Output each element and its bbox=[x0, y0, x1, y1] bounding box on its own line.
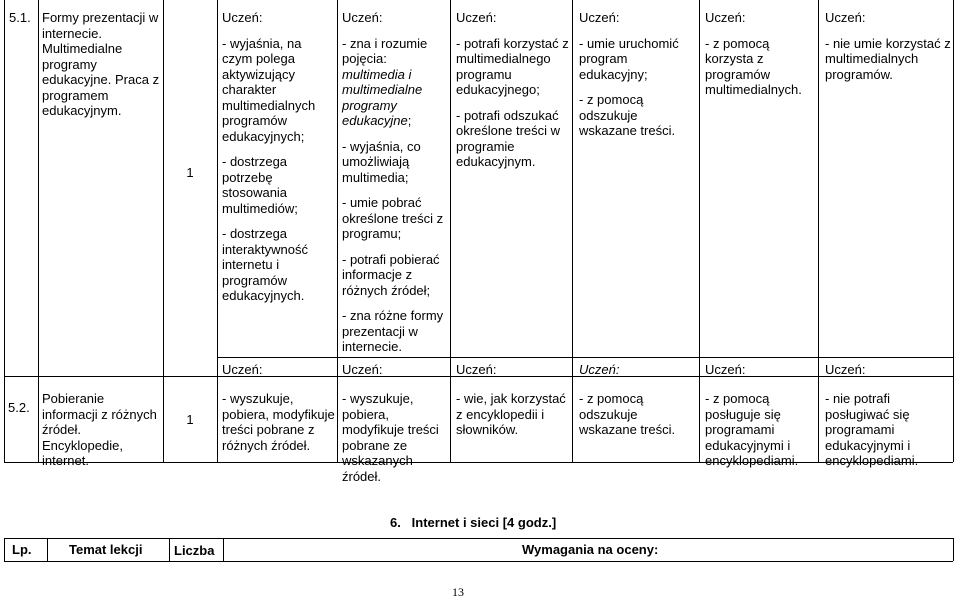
row1-col3-header: Uczeń: bbox=[456, 10, 497, 25]
row1-lp: 5.1. bbox=[9, 10, 31, 25]
col-divider-hours bbox=[217, 0, 218, 462]
col-divider-lp bbox=[38, 0, 39, 462]
col-divider-1 bbox=[337, 0, 338, 462]
row1-col3-item: - potrafi odszukać określone treści w programie edukacyjnym. bbox=[456, 107, 561, 169]
row2-col6-header: Uczeń: bbox=[825, 362, 866, 377]
row1-col4 bbox=[579, 10, 697, 149]
row1-col2-item: - wyjaśnia, co umożliwiają multimedia; bbox=[342, 138, 421, 185]
header-requirements: Wymagania na oceny: bbox=[522, 542, 659, 557]
row1-col6-item: - nie umie korzystać z multimedialnych programów. bbox=[825, 35, 951, 82]
row2-col3-header: Uczeń: bbox=[456, 362, 497, 377]
row1-hours: 1 bbox=[186, 165, 194, 180]
row2-topic: Pobieranie informacji z różnych źródeł. Encyklopedie, internet. bbox=[42, 391, 157, 468]
section-header-top bbox=[4, 538, 953, 539]
col-divider-5 bbox=[818, 0, 819, 462]
row1-col1-item: - dostrzega interaktywność internetu i programów edukacyjnych. bbox=[222, 226, 308, 303]
row1-col1 bbox=[222, 10, 335, 314]
row1-col2-intro: - zna i rozumie pojęcia: bbox=[342, 35, 428, 66]
row1-col5-header: Uczeń: bbox=[705, 10, 746, 25]
table-border-right bbox=[953, 0, 954, 462]
header-border-left bbox=[4, 538, 5, 561]
row2-col5-header: Uczeń: bbox=[705, 362, 746, 377]
row1-col4-header: Uczeń: bbox=[579, 10, 620, 25]
col-divider-3 bbox=[572, 0, 573, 462]
row2-col4-header: Uczeń: bbox=[579, 362, 620, 377]
col-divider-4 bbox=[699, 0, 700, 462]
row2-lp: 5.2. bbox=[8, 400, 30, 415]
header-divider-hours bbox=[223, 538, 224, 561]
row2-col2-header: Uczeń: bbox=[342, 362, 383, 377]
row2-col6: - nie potrafi posługiwać się programami edukacyjnymi i encyklopediami. bbox=[825, 391, 919, 468]
table-border-left bbox=[4, 0, 5, 402]
header-lp: Lp. bbox=[12, 542, 32, 557]
row1-col2-header: Uczeń: bbox=[342, 10, 383, 25]
row2-col5: - z pomocą posługuje się programami edukacyjnymi i encyklopediami. bbox=[705, 391, 799, 468]
row1-topic: Formy prezentacji w internecie. Multimedialne programy edukacyjne. Praca z programem edukacyjnym. bbox=[42, 10, 160, 118]
col-divider-topic bbox=[163, 0, 164, 462]
row1-col6 bbox=[825, 10, 951, 92]
row1-col2-item: - zna i rozumie pojęcia: multimedia i multimedialne programy edukacyjne; bbox=[342, 35, 428, 128]
row2-col1-header: Uczeń: bbox=[222, 362, 263, 377]
row1-col5 bbox=[705, 10, 817, 108]
row2-border-left bbox=[4, 402, 5, 462]
row1-col1-item: - dostrzega potrzebę stosowania multimediów; bbox=[222, 154, 298, 216]
row2-col3: - wie, jak korzystać z encyklopedii i słowników. bbox=[456, 391, 566, 437]
row1-col1-header: Uczeń: bbox=[222, 10, 263, 25]
header-hours: Liczba bbox=[174, 543, 215, 558]
page-number: 13 bbox=[452, 585, 464, 599]
row1-col5-item: - z pomocą korzysta z programów multimedialnych. bbox=[705, 35, 802, 97]
row1-col4-item: - umie uruchomić program edukacyjny; bbox=[579, 35, 679, 82]
section-title: 6. Internet i sieci [4 godz.] bbox=[390, 515, 557, 530]
row1-col3-item: - potrafi korzystać z multimedialnego programu edukacyjnego; bbox=[456, 35, 569, 97]
row1-col6-header: Uczeń: bbox=[825, 10, 866, 25]
row1-col4-item: - z pomocą odszukuje wskazane treści. bbox=[579, 92, 676, 138]
col-divider-2 bbox=[450, 0, 451, 462]
row2-col1: - wyszukuje, pobiera, modyfikuje treści pobrane z różnych źródeł. bbox=[222, 391, 335, 453]
row1-col2 bbox=[342, 10, 448, 365]
row2-col4: - z pomocą odszukuje wskazane treści. bbox=[579, 391, 676, 437]
row1-col1-item: - wyjaśnia, na czym polega aktywizujący charakter multimedialnych programów edukacyjnych; bbox=[222, 35, 316, 144]
header-divider-topic bbox=[169, 538, 170, 561]
row2-col2: - wyszukuje, pobiera, modyfikuje treści pobrane ze wskazanych źródeł. bbox=[342, 391, 439, 484]
header-border-right bbox=[953, 538, 954, 561]
header-divider-lp bbox=[47, 538, 48, 561]
row2-header-top bbox=[217, 357, 953, 358]
row1-col2-item: - potrafi pobierać informacje z różnych źródeł; bbox=[342, 251, 440, 298]
section-header-bottom bbox=[4, 561, 953, 562]
header-topic: Temat lekcji bbox=[69, 542, 143, 557]
row1-col2-item: - umie pobrać określone treści z programu; bbox=[342, 195, 444, 241]
row1-col2-item: - zna różne formy prezentacji w internecie. bbox=[342, 308, 444, 354]
row2-hours: 1 bbox=[186, 412, 194, 427]
row1-col2-terms: multimedia i multimedialne programy edukacyjne bbox=[342, 66, 423, 128]
row1-col3 bbox=[456, 10, 570, 180]
